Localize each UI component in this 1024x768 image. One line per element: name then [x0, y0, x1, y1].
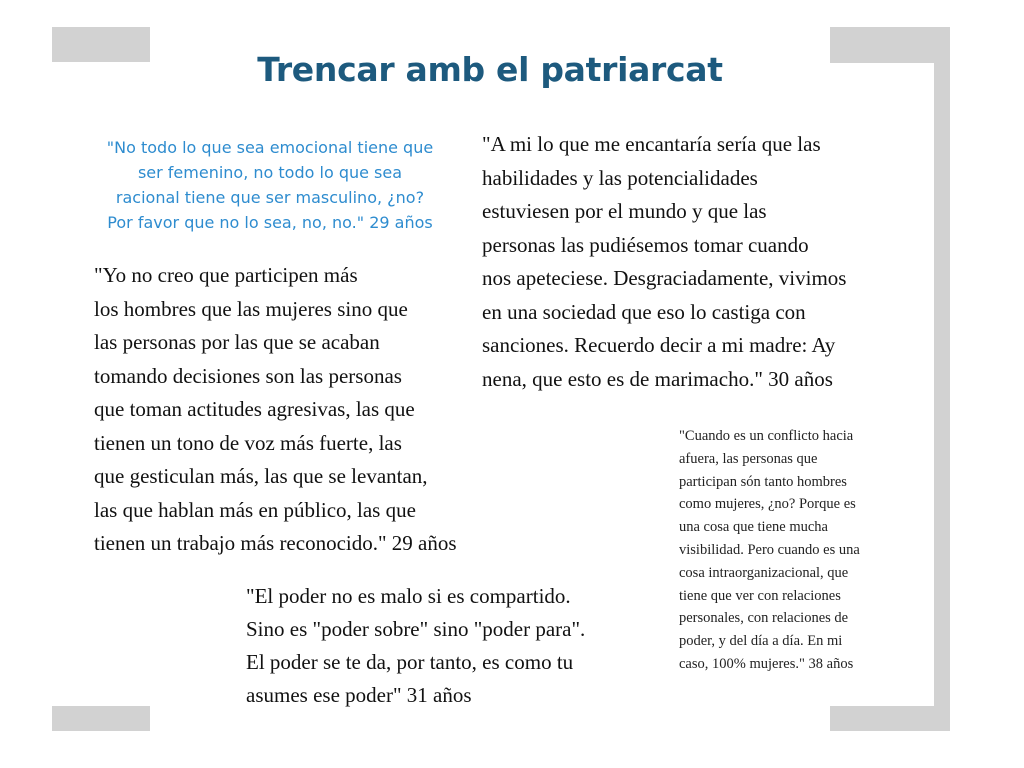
frame-corner-bottom-right — [830, 706, 950, 731]
frame-corner-top-left — [52, 27, 150, 62]
frame-right-edge — [934, 27, 950, 731]
quote-conflicto: "Cuando es un conflicto hacia afuera, las personas que participan són tanto hombres como mujeres, ¿no? Porque es una cosa que tiene mucha visibilidad. Pero cuando es una cosa intraorganizacional, que tiene que ver con relaciones personales, con relaciones de poder, y del día a día. En mi caso, 100% mujeres." 38 años — [679, 428, 860, 672]
quote-poder: "El poder no es malo si es compartido. Sino es "poder sobre" sino "poder para". El poder se te da, por tanto, es como tu asumes ese poder" 31 años — [246, 584, 586, 707]
quote-emocional: "No todo lo que sea emocional tiene que ser femenino, no todo lo que sea racional tiene que ser masculino, ¿no? Por favor que no lo sea, no, no." 29 años — [106, 138, 434, 232]
slide-title: Trencar amb el patriarcat — [257, 50, 723, 89]
quote-yo: "Yo no creo que participen más los hombres que las mujeres sino que las personas por las que se acaban tomando decisiones son las personas que toman actitudes agresivas, las que tienen un tono de voz más fuerte, las que gesticulan más, las que se levantan, las que hablan más en público, las que tienen un trabajo más reconocido." 29 años — [94, 263, 457, 555]
quote-a-mi: "A mi lo que me encantaría sería que las habilidades y las potencialidades estuviesen por el mundo y que las personas las pudiésemos tomar cuando nos apeteciese. Desgraciadamente, vivimos en una sociedad que eso lo castiga con sanciones. Recuerdo decir a mi madre: Ay nena, que esto es de marimacho." 30 años — [482, 132, 847, 391]
frame-corner-top-right — [830, 27, 950, 63]
frame-corner-bottom-left — [52, 706, 150, 731]
